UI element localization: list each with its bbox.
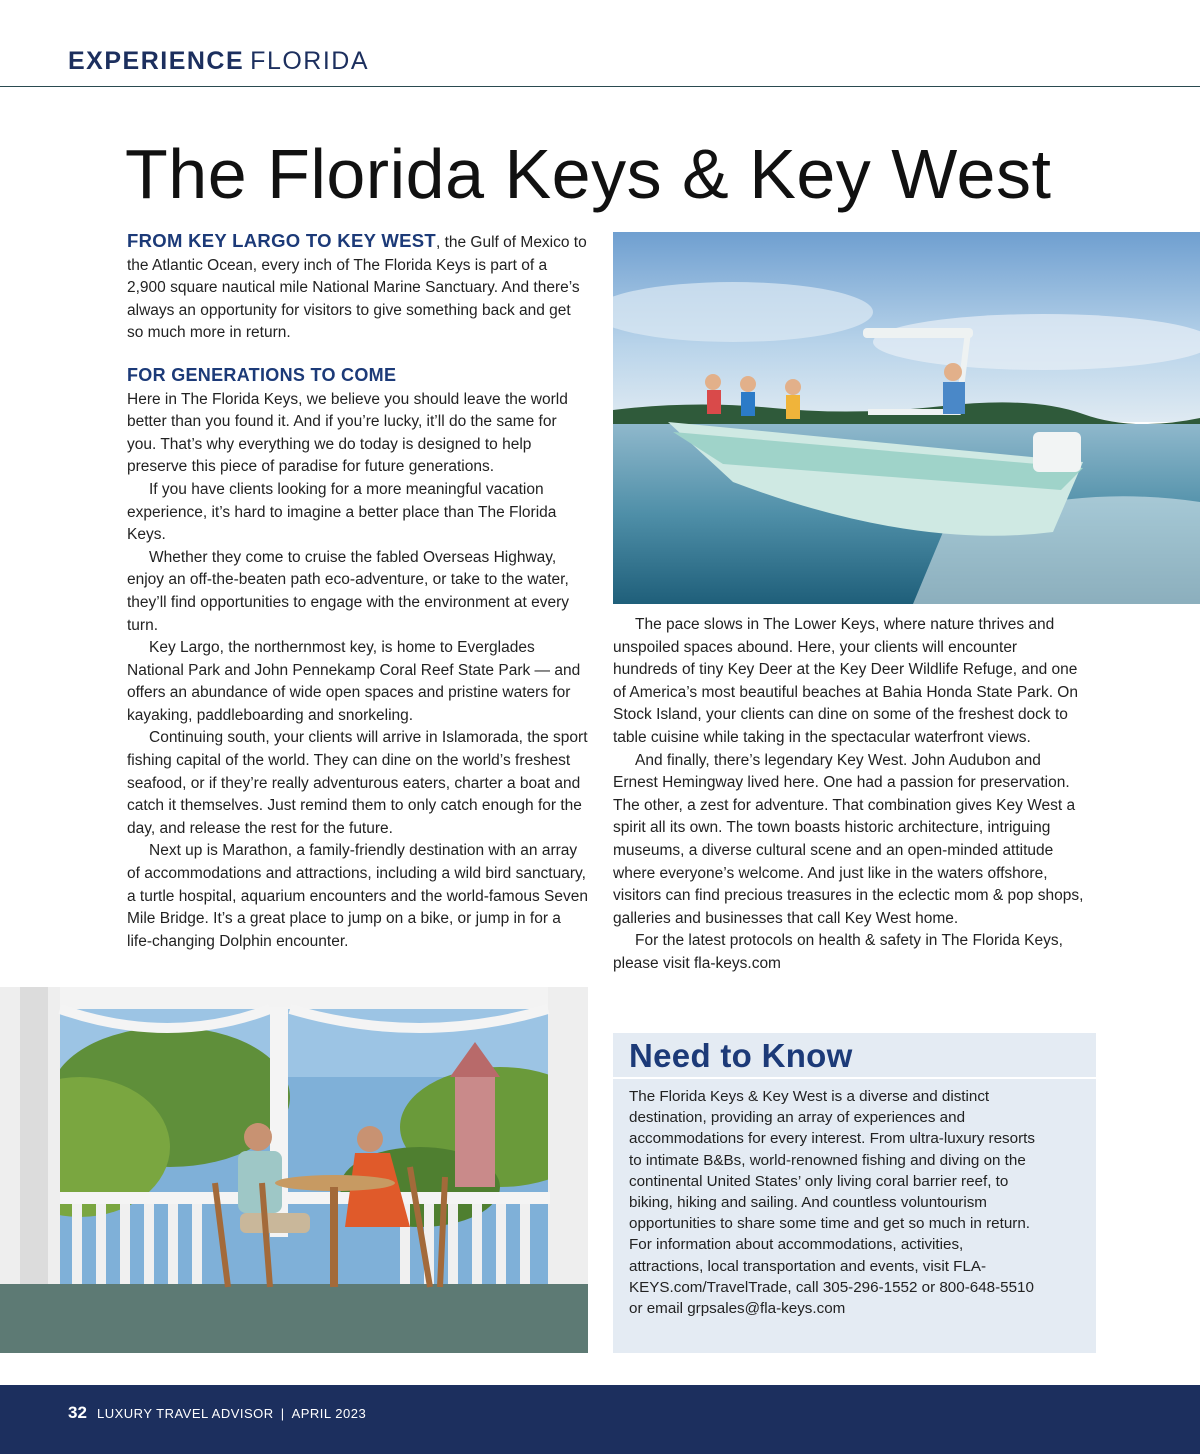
body-paragraph: Here in The Florida Keys, we believe you should leave the world better than you found it. And if you’re lucky, it’ll do the same for you. That’s why everything we do today is designed to help preserve this piece of paradise for future generations. bbox=[127, 390, 568, 476]
page-footer bbox=[0, 1385, 1200, 1454]
body-paragraph: The pace slows in The Lower Keys, where nature thrives and unspoiled spaces abound. Here, your clients will encounter hundreds of tiny Key Deer at the Key Deer Wildlife Refuge, and one of America’s most beautiful beaches at Bahia Honda State Park. On Stock Island, your clients can dine on some of the freshest dock to table cuisine while taking in the spectacular waterfront views. bbox=[613, 616, 1078, 746]
boat-photo-image bbox=[613, 232, 1200, 604]
section-tag bbox=[68, 47, 369, 76]
publication-name: LUXURY TRAVEL ADVISOR bbox=[97, 1406, 274, 1421]
body-paragraph: Key Largo, the northernmost key, is home to Everglades National Park and John Pennekamp Coral Reef State Park — and offers an abundance of wide open spaces and pristine waters for kayaking, paddleboarding and snorkeling. bbox=[127, 639, 581, 724]
boat-photo bbox=[613, 232, 1200, 604]
section-tag-bold: EXPERIENCE bbox=[68, 47, 245, 75]
need-to-know-title: Need to Know bbox=[629, 1037, 853, 1074]
body-paragraph: For the latest protocols on health & safety in The Florida Keys, please visit fla-keys.com bbox=[613, 932, 1063, 972]
intro-paragraph bbox=[127, 230, 589, 345]
page-header bbox=[0, 0, 1200, 87]
subhead: FOR GENERATIONS TO COME bbox=[127, 364, 397, 385]
page-title: The Florida Keys & Key West bbox=[125, 135, 1052, 213]
need-to-know-box bbox=[613, 1033, 1096, 1353]
intro-text: , the Gulf of Mexico to the Atlantic Ocean, every inch of The Florida Keys is part of a 2,900 square nautical mile National Marine Sanctuary. And there’s always an opportunity for visitors to give something back and get so much more in return. bbox=[127, 234, 587, 342]
page-number: 32 bbox=[68, 1403, 87, 1422]
body-paragraph: And finally, there’s legendary Key West. John Audubon and Ernest Hemingway lived here. One had a passion for preservation. The other, a zest for adventure. That combination gives Key West a spirit all its own. The town boasts historic architecture, intriguing museums, a diverse cultural scene and an open-minded attitude where everyone’s welcome. And just like in the waters offshore, visitors can find precious treasures in the eclectic mom & pop shops, galleries and businesses that call Key West home. bbox=[613, 751, 1084, 927]
publication-line bbox=[97, 1406, 366, 1421]
porch-photo-image bbox=[0, 987, 588, 1353]
section-tag-light: FLORIDA bbox=[250, 47, 370, 75]
porch-photo bbox=[0, 987, 588, 1353]
left-column bbox=[127, 230, 589, 953]
lead-in: FROM KEY LARGO TO KEY WEST bbox=[127, 230, 436, 251]
issue-date: APRIL 2023 bbox=[291, 1406, 367, 1421]
body-paragraph: Continuing south, your clients will arrive in Islamorada, the sport fishing capital of the world. They can dine on the world’s freshest seafood, or if they’re really adventurous eaters, charter a boat and catch it themselves. Just remind them to only catch enough for the day, and release the rest for the future. bbox=[127, 729, 588, 837]
body-paragraph: Next up is Marathon, a family-friendly destination with an array of accommodations and attractions, including a wild bird sanctuary, a turtle hospital, aquarium encounters and the world-famous Seven Mile Bridge. It’s a great place to jump on a bike, or jump in for a life-changing Dolphin encounter. bbox=[127, 842, 588, 950]
body-paragraph: If you have clients looking for a more meaningful vacation experience, it’s hard to imagine a better place than The Florida Keys. bbox=[127, 480, 557, 544]
need-to-know-text: The Florida Keys & Key West is a diverse and distinct destination, providing an array of experiences and accommodations for every interest. From ultra-luxury resorts to intimate B&Bs, world-renowned fishing and diving on the continental United States’ only living coral barrier reef, to biking, hiking and sailing. And countless voluntourism opportunities to share some time and get so much in return. For information about accommodations, activities, attractions, local transportation and events, visit FLA-KEYS.com/TravelTrade, call 305-296-1552 or 800-648-5510 or email grpsales@fla-keys.com bbox=[629, 1088, 1035, 1318]
need-to-know-title-band bbox=[613, 1033, 1096, 1079]
body-paragraph: Whether they come to cruise the fabled Overseas Highway, enjoy an off-the-beaten path eco-adventure, or take to the water, they’ll find opportunities to engage with the environment at every turn. bbox=[127, 548, 570, 634]
right-column bbox=[613, 614, 1085, 976]
footer-separator: | bbox=[280, 1406, 285, 1421]
